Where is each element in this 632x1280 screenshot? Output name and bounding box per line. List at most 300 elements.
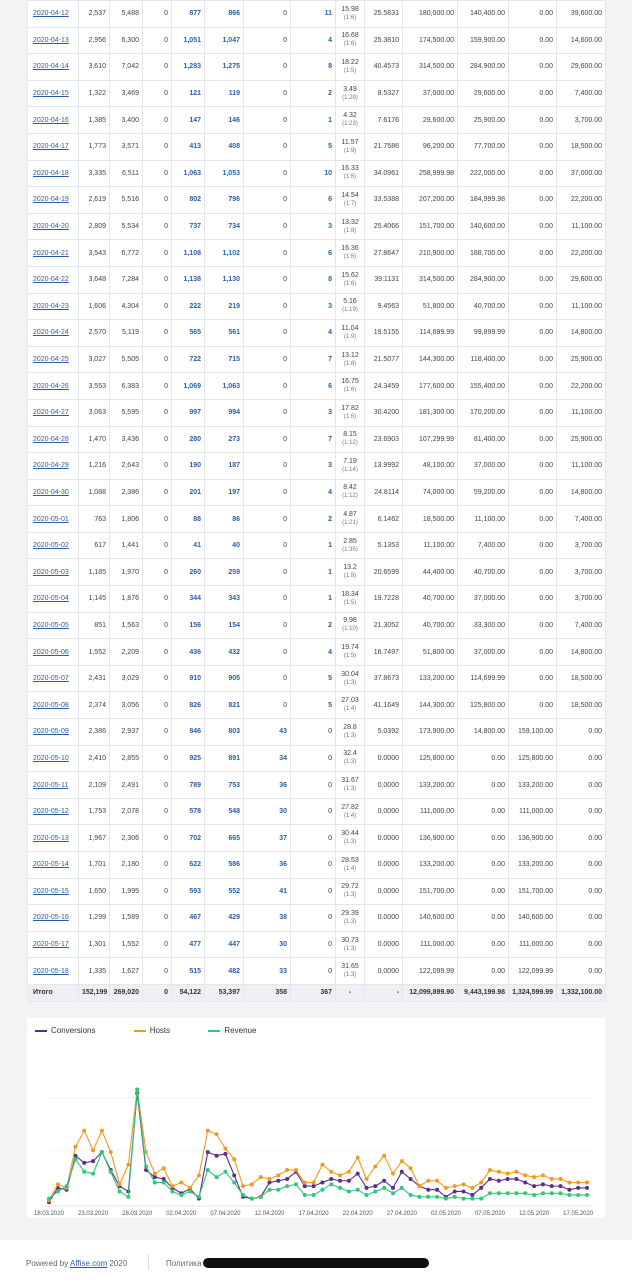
cell-c5[interactable]: 905 bbox=[205, 665, 244, 692]
data-point-hosts[interactable] bbox=[453, 1184, 457, 1188]
data-point-conversions[interactable] bbox=[312, 1184, 316, 1188]
cell-c5[interactable]: 734 bbox=[205, 213, 244, 240]
data-point-revenue[interactable] bbox=[241, 1193, 245, 1197]
cell-c4[interactable]: 280 bbox=[172, 426, 205, 453]
data-point-conversions[interactable] bbox=[514, 1177, 518, 1181]
data-point-revenue[interactable] bbox=[576, 1193, 580, 1197]
cell-c4[interactable]: 344 bbox=[172, 586, 205, 613]
cell-c7[interactable]: 4 bbox=[291, 479, 336, 506]
data-point-conversions[interactable] bbox=[559, 1184, 563, 1188]
data-point-revenue[interactable] bbox=[506, 1191, 510, 1195]
data-point-hosts[interactable] bbox=[179, 1181, 183, 1185]
cell-c5[interactable]: 447 bbox=[205, 931, 244, 958]
data-point-conversions[interactable] bbox=[426, 1188, 430, 1192]
date-link[interactable]: 2020-04-23 bbox=[33, 302, 69, 310]
cell-c5[interactable]: 219 bbox=[205, 293, 244, 320]
date-link[interactable]: 2020-04-24 bbox=[33, 329, 69, 337]
legend-item-revenue[interactable]: Revenue bbox=[208, 1026, 256, 1035]
data-point-hosts[interactable] bbox=[462, 1182, 466, 1186]
data-point-hosts[interactable] bbox=[294, 1168, 298, 1172]
cell-c6[interactable]: 43 bbox=[244, 719, 291, 746]
date-link[interactable]: 2020-05-13 bbox=[33, 834, 69, 842]
data-point-conversions[interactable] bbox=[567, 1188, 571, 1192]
data-point-hosts[interactable] bbox=[267, 1177, 271, 1181]
date-link[interactable]: 2020-05-05 bbox=[33, 621, 69, 629]
data-point-revenue[interactable] bbox=[267, 1188, 271, 1192]
cell-c4[interactable]: 467 bbox=[172, 905, 205, 932]
cell-c4[interactable]: 737 bbox=[172, 213, 205, 240]
data-point-revenue[interactable] bbox=[338, 1186, 342, 1190]
data-point-revenue[interactable] bbox=[179, 1193, 183, 1197]
cell-c4[interactable]: 190 bbox=[172, 453, 205, 480]
data-point-revenue[interactable] bbox=[559, 1191, 563, 1195]
data-point-hosts[interactable] bbox=[426, 1179, 430, 1183]
cell-c7[interactable]: 7 bbox=[291, 346, 336, 373]
cell-c6[interactable]: 36 bbox=[244, 772, 291, 799]
data-point-conversions[interactable] bbox=[400, 1170, 404, 1174]
cell-c5[interactable]: 40 bbox=[205, 532, 244, 559]
date-link[interactable]: 2020-05-03 bbox=[33, 568, 69, 576]
data-point-conversions[interactable] bbox=[532, 1184, 536, 1188]
date-link[interactable]: 2020-05-18 bbox=[33, 967, 69, 975]
cell-c4[interactable]: 413 bbox=[172, 133, 205, 160]
cell-c6[interactable]: 36 bbox=[244, 852, 291, 879]
data-point-revenue[interactable] bbox=[523, 1191, 527, 1195]
cell-c4[interactable]: 925 bbox=[172, 745, 205, 772]
data-point-hosts[interactable] bbox=[162, 1166, 166, 1170]
cell-c5[interactable]: 548 bbox=[205, 798, 244, 825]
data-point-hosts[interactable] bbox=[241, 1184, 245, 1188]
data-point-hosts[interactable] bbox=[312, 1181, 316, 1185]
cell-c5[interactable]: 796 bbox=[205, 187, 244, 214]
cell-c5[interactable]: 753 bbox=[205, 772, 244, 799]
data-point-hosts[interactable] bbox=[206, 1129, 210, 1133]
data-point-revenue[interactable] bbox=[417, 1195, 421, 1199]
data-point-revenue[interactable] bbox=[294, 1182, 298, 1186]
data-point-revenue[interactable] bbox=[144, 1164, 148, 1168]
cell-c4[interactable]: 222 bbox=[172, 293, 205, 320]
date-link[interactable]: 2020-04-20 bbox=[33, 223, 69, 231]
cell-c4[interactable]: 578 bbox=[172, 798, 205, 825]
data-point-hosts[interactable] bbox=[170, 1184, 174, 1188]
cell-c5[interactable]: 146 bbox=[205, 107, 244, 134]
data-point-revenue[interactable] bbox=[250, 1197, 254, 1201]
data-point-revenue[interactable] bbox=[91, 1172, 95, 1176]
cell-c5[interactable]: 715 bbox=[205, 346, 244, 373]
cell-c4[interactable]: 515 bbox=[172, 958, 205, 985]
data-point-conversions[interactable] bbox=[276, 1179, 280, 1183]
data-point-revenue[interactable] bbox=[585, 1193, 589, 1197]
data-point-hosts[interactable] bbox=[276, 1173, 280, 1177]
cell-c5[interactable]: 803 bbox=[205, 719, 244, 746]
data-point-conversions[interactable] bbox=[153, 1175, 157, 1179]
data-point-revenue[interactable] bbox=[223, 1170, 227, 1174]
cell-c4[interactable]: 789 bbox=[172, 772, 205, 799]
cell-c7[interactable]: 3 bbox=[291, 453, 336, 480]
data-point-revenue[interactable] bbox=[462, 1197, 466, 1201]
data-point-hosts[interactable] bbox=[223, 1147, 227, 1151]
data-point-conversions[interactable] bbox=[320, 1181, 324, 1185]
data-point-hosts[interactable] bbox=[188, 1186, 192, 1190]
data-point-revenue[interactable] bbox=[453, 1195, 457, 1199]
cell-c6[interactable]: 30 bbox=[244, 931, 291, 958]
date-link[interactable]: 2020-04-13 bbox=[33, 36, 69, 44]
cell-c4[interactable]: 121 bbox=[172, 80, 205, 107]
data-point-revenue[interactable] bbox=[312, 1193, 316, 1197]
data-point-conversions[interactable] bbox=[162, 1177, 166, 1181]
data-point-conversions[interactable] bbox=[409, 1177, 413, 1181]
cell-c5[interactable]: 429 bbox=[205, 905, 244, 932]
cell-c7[interactable]: 5 bbox=[291, 133, 336, 160]
date-link[interactable]: 2020-04-18 bbox=[33, 169, 69, 177]
data-point-conversions[interactable] bbox=[338, 1179, 342, 1183]
data-point-hosts[interactable] bbox=[250, 1182, 254, 1186]
date-link[interactable]: 2020-04-12 bbox=[33, 10, 69, 18]
cell-c7[interactable]: 2 bbox=[291, 506, 336, 533]
date-link[interactable]: 2020-04-27 bbox=[33, 409, 69, 417]
date-link[interactable]: 2020-05-08 bbox=[33, 701, 69, 709]
cell-c5[interactable]: 119 bbox=[205, 80, 244, 107]
policy-link[interactable]: Политика bbox=[166, 1259, 202, 1268]
date-link[interactable]: 2020-05-16 bbox=[33, 914, 69, 922]
data-point-conversions[interactable] bbox=[391, 1186, 395, 1190]
cell-c7[interactable]: 3 bbox=[291, 293, 336, 320]
data-point-hosts[interactable] bbox=[215, 1132, 219, 1136]
date-link[interactable]: 2020-04-25 bbox=[33, 356, 69, 364]
data-point-revenue[interactable] bbox=[170, 1189, 174, 1193]
data-point-conversions[interactable] bbox=[453, 1189, 457, 1193]
data-point-conversions[interactable] bbox=[303, 1184, 307, 1188]
data-point-hosts[interactable] bbox=[576, 1181, 580, 1185]
cell-c5[interactable]: 187 bbox=[205, 453, 244, 480]
cell-c5[interactable]: 482 bbox=[205, 958, 244, 985]
data-point-hosts[interactable] bbox=[470, 1186, 474, 1190]
data-point-revenue[interactable] bbox=[215, 1175, 219, 1179]
data-point-hosts[interactable] bbox=[382, 1154, 386, 1158]
date-link[interactable]: 2020-05-09 bbox=[33, 728, 69, 736]
data-point-revenue[interactable] bbox=[365, 1193, 369, 1197]
data-point-hosts[interactable] bbox=[400, 1159, 404, 1163]
data-point-hosts[interactable] bbox=[197, 1173, 201, 1177]
cell-c5[interactable]: 994 bbox=[205, 399, 244, 426]
cell-c4[interactable]: 1,063 bbox=[172, 160, 205, 187]
data-point-revenue[interactable] bbox=[329, 1182, 333, 1186]
date-link[interactable]: 2020-04-26 bbox=[33, 382, 69, 390]
data-point-hosts[interactable] bbox=[550, 1177, 554, 1181]
data-point-hosts[interactable] bbox=[73, 1145, 77, 1149]
data-point-hosts[interactable] bbox=[118, 1182, 122, 1186]
cell-c4[interactable]: 1,051 bbox=[172, 27, 205, 54]
cell-c5[interactable]: 1,063 bbox=[205, 373, 244, 400]
cell-c7[interactable]: 6 bbox=[291, 187, 336, 214]
data-point-revenue[interactable] bbox=[532, 1193, 536, 1197]
cell-c5[interactable]: 154 bbox=[205, 612, 244, 639]
data-point-revenue[interactable] bbox=[126, 1195, 130, 1199]
data-point-revenue[interactable] bbox=[232, 1181, 236, 1185]
data-point-revenue[interactable] bbox=[541, 1191, 545, 1195]
data-point-revenue[interactable] bbox=[197, 1195, 201, 1199]
cell-c4[interactable]: 260 bbox=[172, 559, 205, 586]
data-point-hosts[interactable] bbox=[56, 1182, 60, 1186]
cell-c4[interactable]: 88 bbox=[172, 506, 205, 533]
cell-c5[interactable]: 561 bbox=[205, 320, 244, 347]
cell-c7[interactable]: 11 bbox=[291, 1, 336, 28]
cell-c4[interactable]: 910 bbox=[172, 665, 205, 692]
data-point-revenue[interactable] bbox=[56, 1189, 60, 1193]
data-point-revenue[interactable] bbox=[435, 1195, 439, 1199]
affise-link[interactable]: Affise.com bbox=[70, 1259, 108, 1268]
data-point-conversions[interactable] bbox=[215, 1154, 219, 1158]
data-point-conversions[interactable] bbox=[462, 1189, 466, 1193]
legend-item-conversions[interactable]: Conversions bbox=[35, 1026, 95, 1035]
data-point-hosts[interactable] bbox=[338, 1173, 342, 1177]
cell-c5[interactable]: 891 bbox=[205, 745, 244, 772]
cell-c5[interactable]: 197 bbox=[205, 479, 244, 506]
data-point-conversions[interactable] bbox=[382, 1179, 386, 1183]
cell-c7[interactable]: 10 bbox=[291, 160, 336, 187]
cell-c7[interactable]: 1 bbox=[291, 586, 336, 613]
data-point-hosts[interactable] bbox=[523, 1173, 527, 1177]
date-link[interactable]: 2020-05-17 bbox=[33, 941, 69, 949]
cell-c6[interactable]: 33 bbox=[244, 958, 291, 985]
date-link[interactable]: 2020-04-30 bbox=[33, 488, 69, 496]
data-point-hosts[interactable] bbox=[126, 1163, 130, 1167]
cell-c5[interactable]: 432 bbox=[205, 639, 244, 666]
cell-c7[interactable]: 1 bbox=[291, 559, 336, 586]
cell-c6[interactable]: 34 bbox=[244, 745, 291, 772]
data-point-revenue[interactable] bbox=[409, 1193, 413, 1197]
data-point-revenue[interactable] bbox=[497, 1191, 501, 1195]
date-link[interactable]: 2020-04-17 bbox=[33, 143, 69, 151]
date-link[interactable]: 2020-05-07 bbox=[33, 675, 69, 683]
date-link[interactable]: 2020-05-12 bbox=[33, 808, 69, 816]
cell-c4[interactable]: 565 bbox=[172, 320, 205, 347]
cell-c7[interactable]: 4 bbox=[291, 320, 336, 347]
data-point-hosts[interactable] bbox=[514, 1170, 518, 1174]
data-point-conversions[interactable] bbox=[365, 1186, 369, 1190]
data-point-conversions[interactable] bbox=[479, 1186, 483, 1190]
cell-c4[interactable]: 802 bbox=[172, 187, 205, 214]
data-point-conversions[interactable] bbox=[223, 1152, 227, 1156]
data-point-hosts[interactable] bbox=[320, 1163, 324, 1167]
date-link[interactable]: 2020-04-29 bbox=[33, 462, 69, 470]
data-point-revenue[interactable] bbox=[479, 1197, 483, 1201]
cell-c5[interactable]: 86 bbox=[205, 506, 244, 533]
data-point-hosts[interactable] bbox=[153, 1172, 157, 1176]
data-point-revenue[interactable] bbox=[488, 1191, 492, 1195]
data-point-hosts[interactable] bbox=[391, 1172, 395, 1176]
data-point-revenue[interactable] bbox=[118, 1189, 122, 1193]
date-link[interactable]: 2020-05-15 bbox=[33, 887, 69, 895]
cell-c7[interactable]: 3 bbox=[291, 399, 336, 426]
data-point-hosts[interactable] bbox=[585, 1181, 589, 1185]
cell-c6[interactable]: 30 bbox=[244, 798, 291, 825]
cell-c7[interactable]: 4 bbox=[291, 27, 336, 54]
data-point-conversions[interactable] bbox=[91, 1159, 95, 1163]
cell-c4[interactable]: 147 bbox=[172, 107, 205, 134]
data-point-revenue[interactable] bbox=[188, 1189, 192, 1193]
date-link[interactable]: 2020-04-15 bbox=[33, 90, 69, 98]
data-point-conversions[interactable] bbox=[541, 1182, 545, 1186]
cell-c7[interactable]: 4 bbox=[291, 639, 336, 666]
data-point-hosts[interactable] bbox=[559, 1177, 563, 1181]
data-point-revenue[interactable] bbox=[73, 1157, 77, 1161]
date-link[interactable]: 2020-05-06 bbox=[33, 648, 69, 656]
cell-c7[interactable]: 6 bbox=[291, 373, 336, 400]
data-point-revenue[interactable] bbox=[206, 1168, 210, 1172]
data-point-hosts[interactable] bbox=[435, 1179, 439, 1183]
cell-c6[interactable]: 38 bbox=[244, 905, 291, 932]
cell-c5[interactable]: 343 bbox=[205, 586, 244, 613]
cell-c5[interactable]: 586 bbox=[205, 852, 244, 879]
data-point-hosts[interactable] bbox=[285, 1168, 289, 1172]
data-point-revenue[interactable] bbox=[514, 1191, 518, 1195]
date-link[interactable]: 2020-04-19 bbox=[33, 196, 69, 204]
cell-c7[interactable]: 2 bbox=[291, 80, 336, 107]
cell-c7[interactable]: 7 bbox=[291, 426, 336, 453]
data-point-hosts[interactable] bbox=[232, 1157, 236, 1161]
data-point-conversions[interactable] bbox=[470, 1193, 474, 1197]
legend-item-hosts[interactable]: Hosts bbox=[134, 1026, 170, 1035]
cell-c4[interactable]: 826 bbox=[172, 692, 205, 719]
date-link[interactable]: 2020-04-28 bbox=[33, 435, 69, 443]
cell-c5[interactable]: 665 bbox=[205, 825, 244, 852]
data-point-hosts[interactable] bbox=[100, 1129, 104, 1133]
date-link[interactable]: 2020-05-14 bbox=[33, 861, 69, 869]
data-point-hosts[interactable] bbox=[365, 1177, 369, 1181]
data-point-hosts[interactable] bbox=[109, 1150, 113, 1154]
date-link[interactable]: 2020-05-10 bbox=[33, 754, 69, 762]
data-point-hosts[interactable] bbox=[329, 1170, 333, 1174]
cell-c7[interactable]: 1 bbox=[291, 107, 336, 134]
data-point-hosts[interactable] bbox=[82, 1129, 86, 1133]
data-point-hosts[interactable] bbox=[347, 1170, 351, 1174]
date-link[interactable]: 2020-05-04 bbox=[33, 595, 69, 603]
cell-c4[interactable]: 477 bbox=[172, 931, 205, 958]
cell-c5[interactable]: 1,130 bbox=[205, 266, 244, 293]
data-point-conversions[interactable] bbox=[488, 1177, 492, 1181]
data-point-hosts[interactable] bbox=[497, 1170, 501, 1174]
data-point-conversions[interactable] bbox=[373, 1184, 377, 1188]
data-point-conversions[interactable] bbox=[285, 1177, 289, 1181]
data-point-revenue[interactable] bbox=[153, 1181, 157, 1185]
data-point-revenue[interactable] bbox=[320, 1188, 324, 1192]
data-point-revenue[interactable] bbox=[285, 1184, 289, 1188]
date-link[interactable]: 2020-05-02 bbox=[33, 542, 69, 550]
data-point-revenue[interactable] bbox=[82, 1170, 86, 1174]
cell-c5[interactable]: 1,047 bbox=[205, 27, 244, 54]
cell-c4[interactable]: 1,283 bbox=[172, 54, 205, 81]
cell-c7[interactable]: 8 bbox=[291, 54, 336, 81]
data-point-revenue[interactable] bbox=[400, 1186, 404, 1190]
date-link[interactable]: 2020-04-22 bbox=[33, 276, 69, 284]
cell-c5[interactable]: 259 bbox=[205, 559, 244, 586]
data-point-conversions[interactable] bbox=[82, 1161, 86, 1165]
cell-c4[interactable]: 593 bbox=[172, 878, 205, 905]
cell-c4[interactable]: 622 bbox=[172, 852, 205, 879]
cell-c5[interactable]: 866 bbox=[205, 1, 244, 28]
data-point-hosts[interactable] bbox=[506, 1172, 510, 1176]
data-point-hosts[interactable] bbox=[567, 1181, 571, 1185]
data-point-revenue[interactable] bbox=[470, 1197, 474, 1201]
data-point-hosts[interactable] bbox=[259, 1175, 263, 1179]
data-point-hosts[interactable] bbox=[356, 1156, 360, 1160]
cell-c4[interactable]: 156 bbox=[172, 612, 205, 639]
data-point-revenue[interactable] bbox=[47, 1197, 51, 1201]
cell-c4[interactable]: 41 bbox=[172, 532, 205, 559]
data-point-hosts[interactable] bbox=[373, 1164, 377, 1168]
data-point-conversions[interactable] bbox=[232, 1173, 236, 1177]
data-point-revenue[interactable] bbox=[347, 1189, 351, 1193]
data-point-revenue[interactable] bbox=[356, 1188, 360, 1192]
cell-c4[interactable]: 201 bbox=[172, 479, 205, 506]
data-point-conversions[interactable] bbox=[506, 1177, 510, 1181]
cell-c5[interactable]: 408 bbox=[205, 133, 244, 160]
data-point-conversions[interactable] bbox=[435, 1188, 439, 1192]
cell-c6[interactable]: 41 bbox=[244, 878, 291, 905]
data-point-conversions[interactable] bbox=[356, 1172, 360, 1176]
data-point-revenue[interactable] bbox=[382, 1186, 386, 1190]
data-point-hosts[interactable] bbox=[444, 1186, 448, 1190]
cell-c7[interactable]: 5 bbox=[291, 692, 336, 719]
data-point-revenue[interactable] bbox=[100, 1150, 104, 1154]
data-point-revenue[interactable] bbox=[65, 1184, 69, 1188]
cell-c4[interactable]: 997 bbox=[172, 399, 205, 426]
cell-c4[interactable]: 722 bbox=[172, 346, 205, 373]
cell-c7[interactable]: 8 bbox=[291, 266, 336, 293]
data-point-revenue[interactable] bbox=[276, 1188, 280, 1192]
data-point-revenue[interactable] bbox=[259, 1195, 263, 1199]
data-point-revenue[interactable] bbox=[426, 1195, 430, 1199]
data-point-revenue[interactable] bbox=[135, 1088, 139, 1092]
cell-c7[interactable]: 3 bbox=[291, 213, 336, 240]
cell-c5[interactable]: 273 bbox=[205, 426, 244, 453]
cell-c4[interactable]: 846 bbox=[172, 719, 205, 746]
data-point-hosts[interactable] bbox=[488, 1168, 492, 1172]
cell-c5[interactable]: 1,102 bbox=[205, 240, 244, 267]
data-point-revenue[interactable] bbox=[391, 1191, 395, 1195]
cell-c4[interactable]: 436 bbox=[172, 639, 205, 666]
data-point-revenue[interactable] bbox=[303, 1193, 307, 1197]
cell-c4[interactable]: 1,138 bbox=[172, 266, 205, 293]
cell-c7[interactable]: 1 bbox=[291, 532, 336, 559]
date-link[interactable]: 2020-05-01 bbox=[33, 515, 69, 523]
data-point-hosts[interactable] bbox=[417, 1184, 421, 1188]
data-point-hosts[interactable] bbox=[409, 1166, 413, 1170]
data-point-conversions[interactable] bbox=[585, 1186, 589, 1190]
cell-c4[interactable]: 1,108 bbox=[172, 240, 205, 267]
date-link[interactable]: 2020-04-16 bbox=[33, 116, 69, 124]
data-point-hosts[interactable] bbox=[532, 1175, 536, 1179]
data-point-hosts[interactable] bbox=[91, 1148, 95, 1152]
data-point-conversions[interactable] bbox=[329, 1177, 333, 1181]
data-point-conversions[interactable] bbox=[576, 1186, 580, 1190]
cell-c5[interactable]: 1,053 bbox=[205, 160, 244, 187]
cell-c4[interactable]: 877 bbox=[172, 1, 205, 28]
cell-c4[interactable]: 1,069 bbox=[172, 373, 205, 400]
data-point-revenue[interactable] bbox=[444, 1197, 448, 1201]
data-point-revenue[interactable] bbox=[162, 1181, 166, 1185]
data-point-conversions[interactable] bbox=[267, 1181, 271, 1185]
data-point-revenue[interactable] bbox=[567, 1193, 571, 1197]
date-link[interactable]: 2020-04-21 bbox=[33, 249, 69, 257]
data-point-revenue[interactable] bbox=[373, 1189, 377, 1193]
data-point-conversions[interactable] bbox=[523, 1181, 527, 1185]
data-point-conversions[interactable] bbox=[347, 1179, 351, 1183]
cell-c7[interactable]: 2 bbox=[291, 612, 336, 639]
cell-c7[interactable]: 6 bbox=[291, 240, 336, 267]
data-point-hosts[interactable] bbox=[541, 1173, 545, 1177]
